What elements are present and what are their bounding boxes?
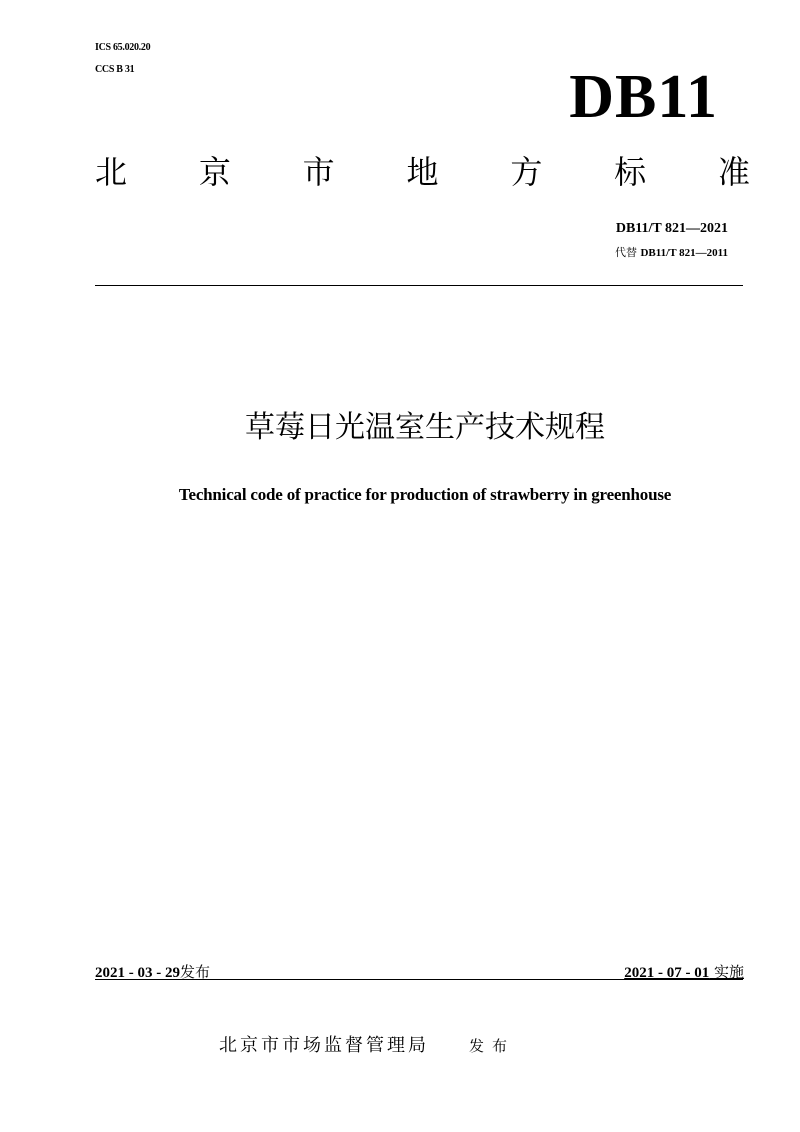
replaces-line	[615, 244, 728, 260]
standard-type-char: 准	[717, 153, 750, 191]
standard-type-char: 京	[198, 153, 231, 191]
standard-type-char: 市	[302, 153, 335, 191]
replaces-prefix: 代替	[614, 246, 637, 259]
ccs-code: CCS B 31	[95, 64, 135, 75]
issuer-name: 北京市市场监督管理局	[219, 1035, 429, 1056]
title-chinese: 草莓日光温室生产技术规程	[245, 410, 605, 445]
ics-code: ICS 65.020.20	[95, 42, 151, 53]
issue-label: 发布	[180, 963, 211, 981]
standard-number: DB11/T 821—2021	[615, 221, 728, 236]
date-divider	[95, 979, 743, 980]
implementation-label: 实施	[713, 963, 744, 981]
standard-type-char: 北	[95, 153, 128, 191]
implementation-date: 2021 - 07 - 01	[624, 965, 710, 981]
header-divider	[95, 285, 743, 286]
standard-type-char: 标	[614, 153, 647, 191]
replaces-number: DB11/T 821—2011	[640, 247, 728, 259]
db-logo: DB11	[569, 63, 718, 131]
standard-type-char: 地	[406, 153, 439, 191]
issue-date: 2021 - 03 - 29	[95, 965, 180, 981]
standard-type	[95, 153, 750, 191]
title-english: Technical code of practice for production of strawberry in greenhouse	[178, 485, 672, 504]
issuer-block	[219, 1031, 515, 1057]
standard-type-char: 方	[510, 153, 543, 191]
issued-word: 发布	[469, 1037, 516, 1055]
